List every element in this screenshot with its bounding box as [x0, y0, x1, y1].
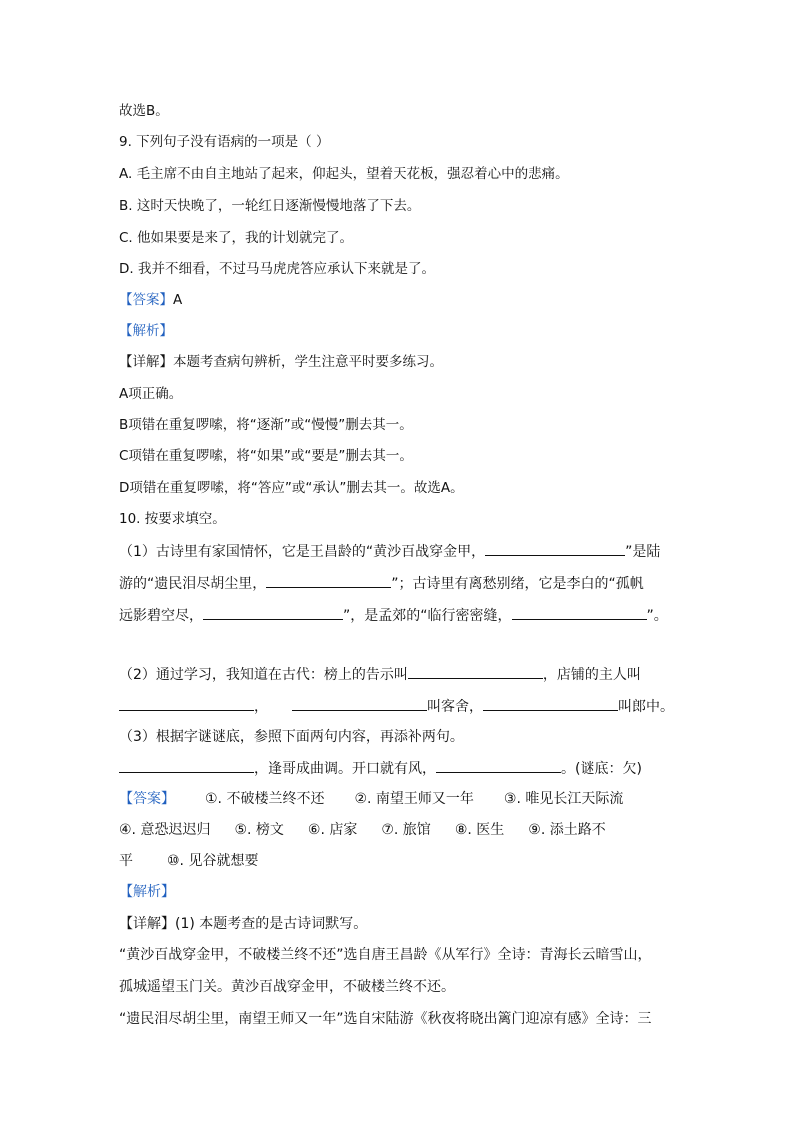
fill-blank[interactable]	[292, 696, 427, 711]
q10-text: ，店铺的主人叫	[542, 667, 641, 683]
paragraph-line: “遗民泪尽胡尘里，南望王师又一年”选自宋陆游《秋夜将晓出篱门迎凉有感》全诗：三	[119, 1011, 652, 1027]
answer-item: ⑤. 榜文	[234, 822, 284, 838]
q10-text: 叫客舍，	[427, 699, 483, 715]
option-b: B. 这时天快晚了，一轮红日逐渐慢慢地落了下去。	[119, 198, 421, 214]
option-a: A. 毛主席不由自主地站了起来，仰起头，望着天花板，强忍着心中的悲痛。	[119, 166, 569, 182]
q10-text: ，逢哥成曲调。开口就有风，	[254, 761, 436, 777]
q10-text: ”是陆	[625, 544, 661, 560]
answer-item: ⑩. 见谷就想要	[167, 853, 259, 869]
q10-part3-line2	[119, 758, 679, 779]
answer-value: A	[173, 292, 183, 308]
option-d: D. 我并不细看，不过马马虎虎答应承认下来就是了。	[119, 261, 435, 277]
answer-item: 平	[119, 853, 133, 869]
q10-text: 远影碧空尽，	[119, 608, 203, 624]
answer-tag: 【答案】	[119, 292, 173, 308]
fill-blank[interactable]	[485, 541, 625, 556]
q10-text: （2）通过学习，我知道在古代：榜上的告示叫	[119, 667, 408, 683]
answer-item: ③. 唯见长江天际流	[503, 791, 624, 807]
answer-10-line1	[119, 789, 679, 809]
answer-item: ④. 意恐迟迟归	[119, 822, 211, 838]
fill-blank[interactable]	[119, 758, 254, 773]
q10-text: 叫郎中。	[618, 699, 674, 715]
answer-item: ⑦. 旅馆	[381, 822, 431, 838]
detail-10	[119, 914, 679, 934]
text-line: 故选B。	[119, 103, 169, 119]
fill-blank[interactable]	[119, 696, 254, 711]
answer-item: ②. 南望王师又一年	[354, 791, 474, 807]
question-10: 10. 按要求填空。	[119, 511, 226, 527]
q10-text: ”；古诗里有离愁别绪，它是李白的“孤帆	[391, 576, 644, 592]
fill-blank[interactable]	[483, 696, 618, 711]
q10-text: ”，是孟郊的“临行密密缝，	[343, 608, 512, 624]
answer-10-line2	[119, 820, 679, 840]
answer-item: ⑨. 添土路不	[528, 822, 606, 838]
explain-d: D项错在重复啰嗦，将“答应”或“承认”删去其一。故选A。	[119, 480, 464, 496]
answer-item: ①. 不破楼兰终不还	[205, 791, 325, 807]
fill-blank[interactable]	[203, 605, 343, 620]
detail-tag: 【详解】	[119, 354, 173, 370]
analysis-9-tag	[119, 321, 679, 341]
q10-part1-line1	[119, 541, 679, 562]
q10-text: 。(谜底：欠)	[561, 761, 642, 777]
q10-part1-line2	[119, 573, 679, 594]
fill-blank[interactable]	[512, 605, 647, 620]
q10-text: （1）古诗里有家国情怀，它是王昌龄的“黄沙百战穿金甲，	[119, 544, 486, 560]
answer-10-line3	[119, 851, 679, 871]
detail-text: (1) 本题考查的是古诗词默写。	[175, 916, 368, 932]
analysis-10-tag	[119, 882, 679, 902]
analysis-tag: 【解析】	[119, 323, 173, 339]
q10-part1-line3	[119, 605, 679, 626]
explain-b: B项错在重复啰嗦，将“逐渐”或“慢慢”删去其一。	[119, 417, 413, 433]
question-9: 9. 下列句子没有语病的一项是（ ）	[119, 134, 330, 150]
q10-part2-line1	[119, 664, 679, 685]
detail-text: 本题考查病句辨析，学生注意平时要多练习。	[173, 354, 443, 370]
fill-blank[interactable]	[436, 758, 561, 773]
detail-9	[119, 352, 679, 372]
answer-tag: 【答案】	[119, 791, 175, 807]
q10-part3-line1: （3）根据字谜谜底，参照下面两句内容，再添补两句。	[119, 729, 464, 745]
explain-c: C项错在重复啰嗦，将“如果”或“要是”删去其一。	[119, 448, 413, 464]
detail-tag: 【详解】	[119, 916, 175, 932]
fill-blank[interactable]	[266, 573, 391, 588]
option-c: C. 他如果要是来了，我的计划就完了。	[119, 230, 354, 246]
paragraph-line: “黄沙百战穿金甲，不破楼兰终不还”选自唐王昌龄《从军行》全诗：青海长云暗雪山，	[119, 947, 652, 963]
fill-blank[interactable]	[408, 664, 543, 679]
analysis-tag: 【解析】	[119, 884, 175, 900]
paragraph-line: 孤城遥望玉门关。黄沙百战穿金甲，不破楼兰终不还。	[119, 979, 455, 995]
answer-9	[119, 290, 679, 310]
answer-item: ⑧. 医生	[454, 822, 505, 838]
explain-a: A项正确。	[119, 386, 183, 402]
answer-item: ⑥. 店家	[307, 822, 358, 838]
q10-part2-line2	[119, 696, 679, 717]
q10-text: 游的“遗民泪尽胡尘里，	[119, 576, 267, 592]
q10-text: ”。	[646, 608, 668, 624]
q10-text: ，	[254, 699, 268, 715]
